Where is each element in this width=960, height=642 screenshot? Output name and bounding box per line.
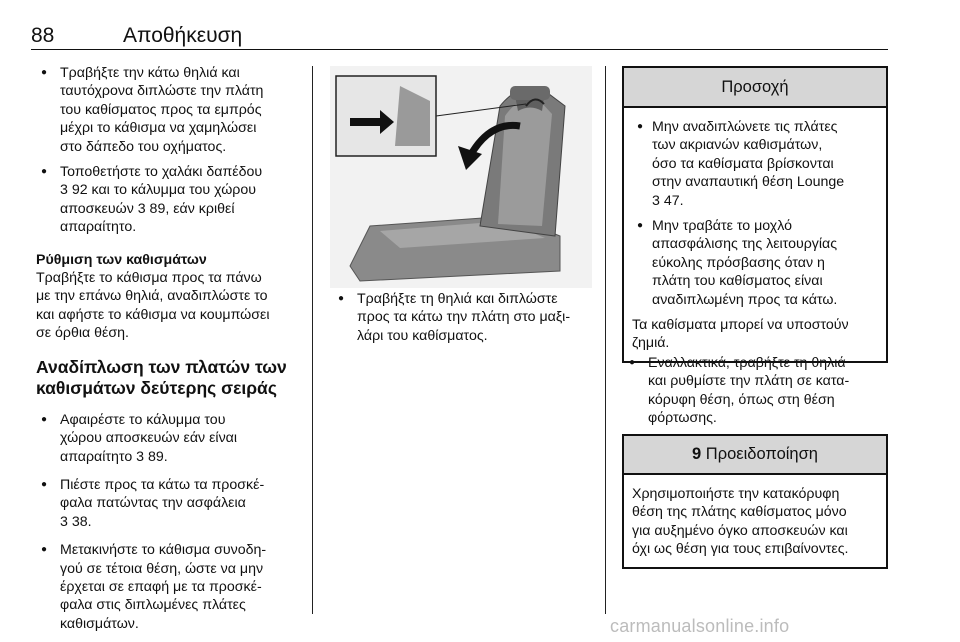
caution-body [624,108,886,361]
warning-text: Χρησιμοποιήστε την κατακόρυφη θέση της πλάτης καθίσματος μόνο για αυξημένο όγκο αποσκευών και όχι ως θέση για τους επιβαίνοντες. [632,486,849,558]
seat-illustration-svg [330,66,592,288]
warning-header [624,436,886,475]
column-divider-1 [312,66,313,614]
column-divider-2 [605,66,606,614]
subheading: Ρύθμιση των καθισμάτων [36,251,207,268]
warning-icon: 9 [692,445,702,463]
watermark: carmanualsonline.info [610,616,790,636]
warning-box [622,434,888,569]
section-title: Αποθήκευση [123,24,243,47]
column-1 [36,64,306,640]
list-item: ● Τοποθετήστε το χαλάκι δαπέδου 3 92 και το κάλυμμα του χώρου αποσκευών 3 89, εάν κριθεί απαραίτητο. [36,163,306,237]
column-3-text [624,354,890,435]
list-item: ● Αφαιρέστε το κάλυμμα του χώρου αποσκευών εάν είναι απαραίτητο 3 89. [36,411,306,466]
list-item: ● Μην τραβάτε το μοχλό απασφάλισης της λειτουργίας εύκολης πρόσβασης όταν η πλάτη του καθίσματος είναι αναδιπλωμένη προς τα κάτω. [632,217,878,309]
list-item: ● Τραβήξτε τη θηλιά και διπλώστε προς τα κάτω την πλάτη στο μαξι- λάρι του καθίσματος. [333,290,601,345]
seat-folding-illustration [330,66,592,288]
page-header [31,22,888,52]
caution-title: Προσοχή [624,68,886,108]
page-number: 88 [31,24,55,47]
list-item: ● Μην αναδιπλώνετε τις πλάτες των ακριανών καθισμάτων, όσο τα καθίσματα βρίσκονται στην αναπαυτική θέση Lounge 3 47. [632,118,878,210]
caution-note: Τα καθίσματα μπορεί να υποστούν ζημιά. [632,317,849,352]
list-item: ● Τραβήξτε την κάτω θηλιά και ταυτόχρονα διπλώστε την πλάτη του καθίσματος προς τα εμπρός μέχρι το κάθισμα να χαμηλώσει στο δάπεδο του οχήματος. [36,64,306,156]
section-heading: Αναδίπλωση των πλατών των καθισμάτων δεύτερης σειράς [36,356,287,398]
list-item: ● Πιέστε προς τα κάτω τα προσκέ- φαλα πατώντας την ασφάλεια 3 38. [36,476,306,531]
warning-title: Προειδοποίηση [705,445,818,463]
warning-body [624,475,886,567]
list-item: ● Μετακινήστε το κάθισμα συνοδη- γού σε τέτοια θέση, ώστε να μην έρχεται σε επαφή με τα προσκέ- φαλα στις διπλωμένες πλάτες καθισμάτων. [36,541,306,633]
caution-box [622,66,888,363]
paragraph: Τραβήξτε το κάθισμα προς τα πάνω με την επάνω θηλιά, αναδιπλώστε το και αφήστε το κάθισμα να κουμπώσει σε όρθια θέση. [36,270,270,342]
column-2 [333,290,601,352]
header-rule [31,49,888,50]
list-item: ● Εναλλακτικά, τραβήξτε τη θηλιά και ρυθμίστε την πλάτη σε κατα- κόρυφη θέση, όπως στη θέση φόρτωσης. [624,354,890,428]
